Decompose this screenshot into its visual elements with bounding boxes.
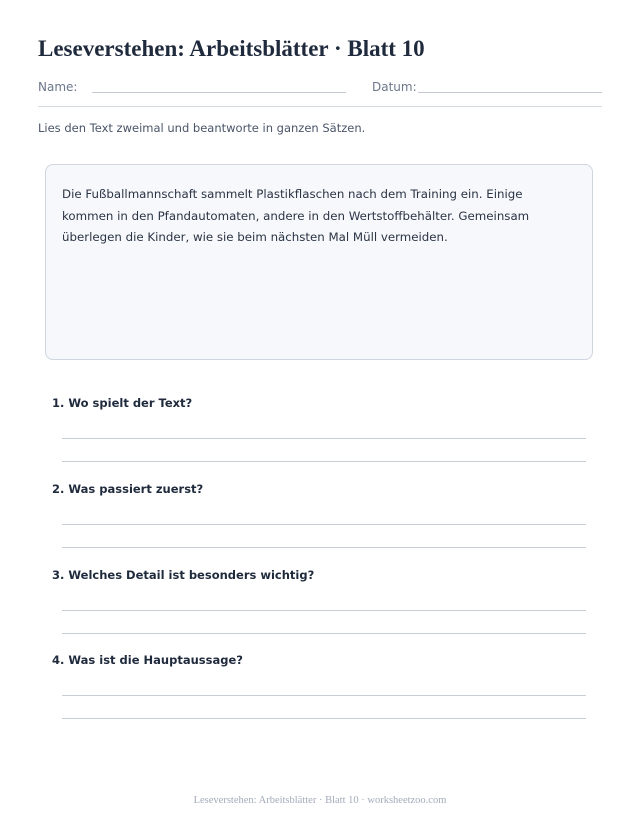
question-3: [52, 568, 592, 582]
question-1-text: 1. Wo spielt der Text?: [52, 396, 193, 410]
question-3-text: 3. Welches Detail ist besonders wichtig?: [52, 568, 315, 582]
question-4-text: 4. Was ist die Hauptaussage?: [52, 653, 243, 667]
name-label: Name:: [38, 80, 78, 94]
answer-line[interactable]: [62, 461, 586, 462]
name-field-line[interactable]: [92, 92, 346, 93]
date-label: Datum:: [372, 80, 417, 94]
answer-line[interactable]: [62, 438, 586, 439]
page-footer: Leseverstehen: Arbeitsblätter · Blatt 10 · worksheetzoo.com: [193, 795, 447, 806]
reading-text: Die Fußballmannschaft sammelt Plastikflaschen nach dem Training ein. Einige kommen in den Pfandautomaten, andere in den Wertstoffbehälter. Gemeinsam überlegen die Kinder, wie sie beim nächsten Mal Müll vermeiden.: [62, 187, 530, 244]
question-2: [52, 482, 592, 496]
page-title: Leseverstehen: Arbeitsblätter · Blatt 10: [38, 36, 425, 61]
header-divider: [38, 106, 602, 107]
answer-line[interactable]: [62, 524, 586, 525]
answer-line[interactable]: [62, 547, 586, 548]
question-1: [52, 396, 592, 410]
answer-line[interactable]: [62, 633, 586, 634]
date-field-line[interactable]: [418, 92, 602, 93]
name-date-row: [38, 80, 602, 100]
answer-line[interactable]: [62, 610, 586, 611]
answer-line[interactable]: [62, 718, 586, 719]
reading-text-box: [45, 164, 593, 360]
answer-line[interactable]: [62, 695, 586, 696]
question-2-text: 2. Was passiert zuerst?: [52, 482, 204, 496]
question-4: [52, 653, 592, 667]
instructions: Lies den Text zweimal und beantworte in ganzen Sätzen.: [38, 121, 366, 135]
